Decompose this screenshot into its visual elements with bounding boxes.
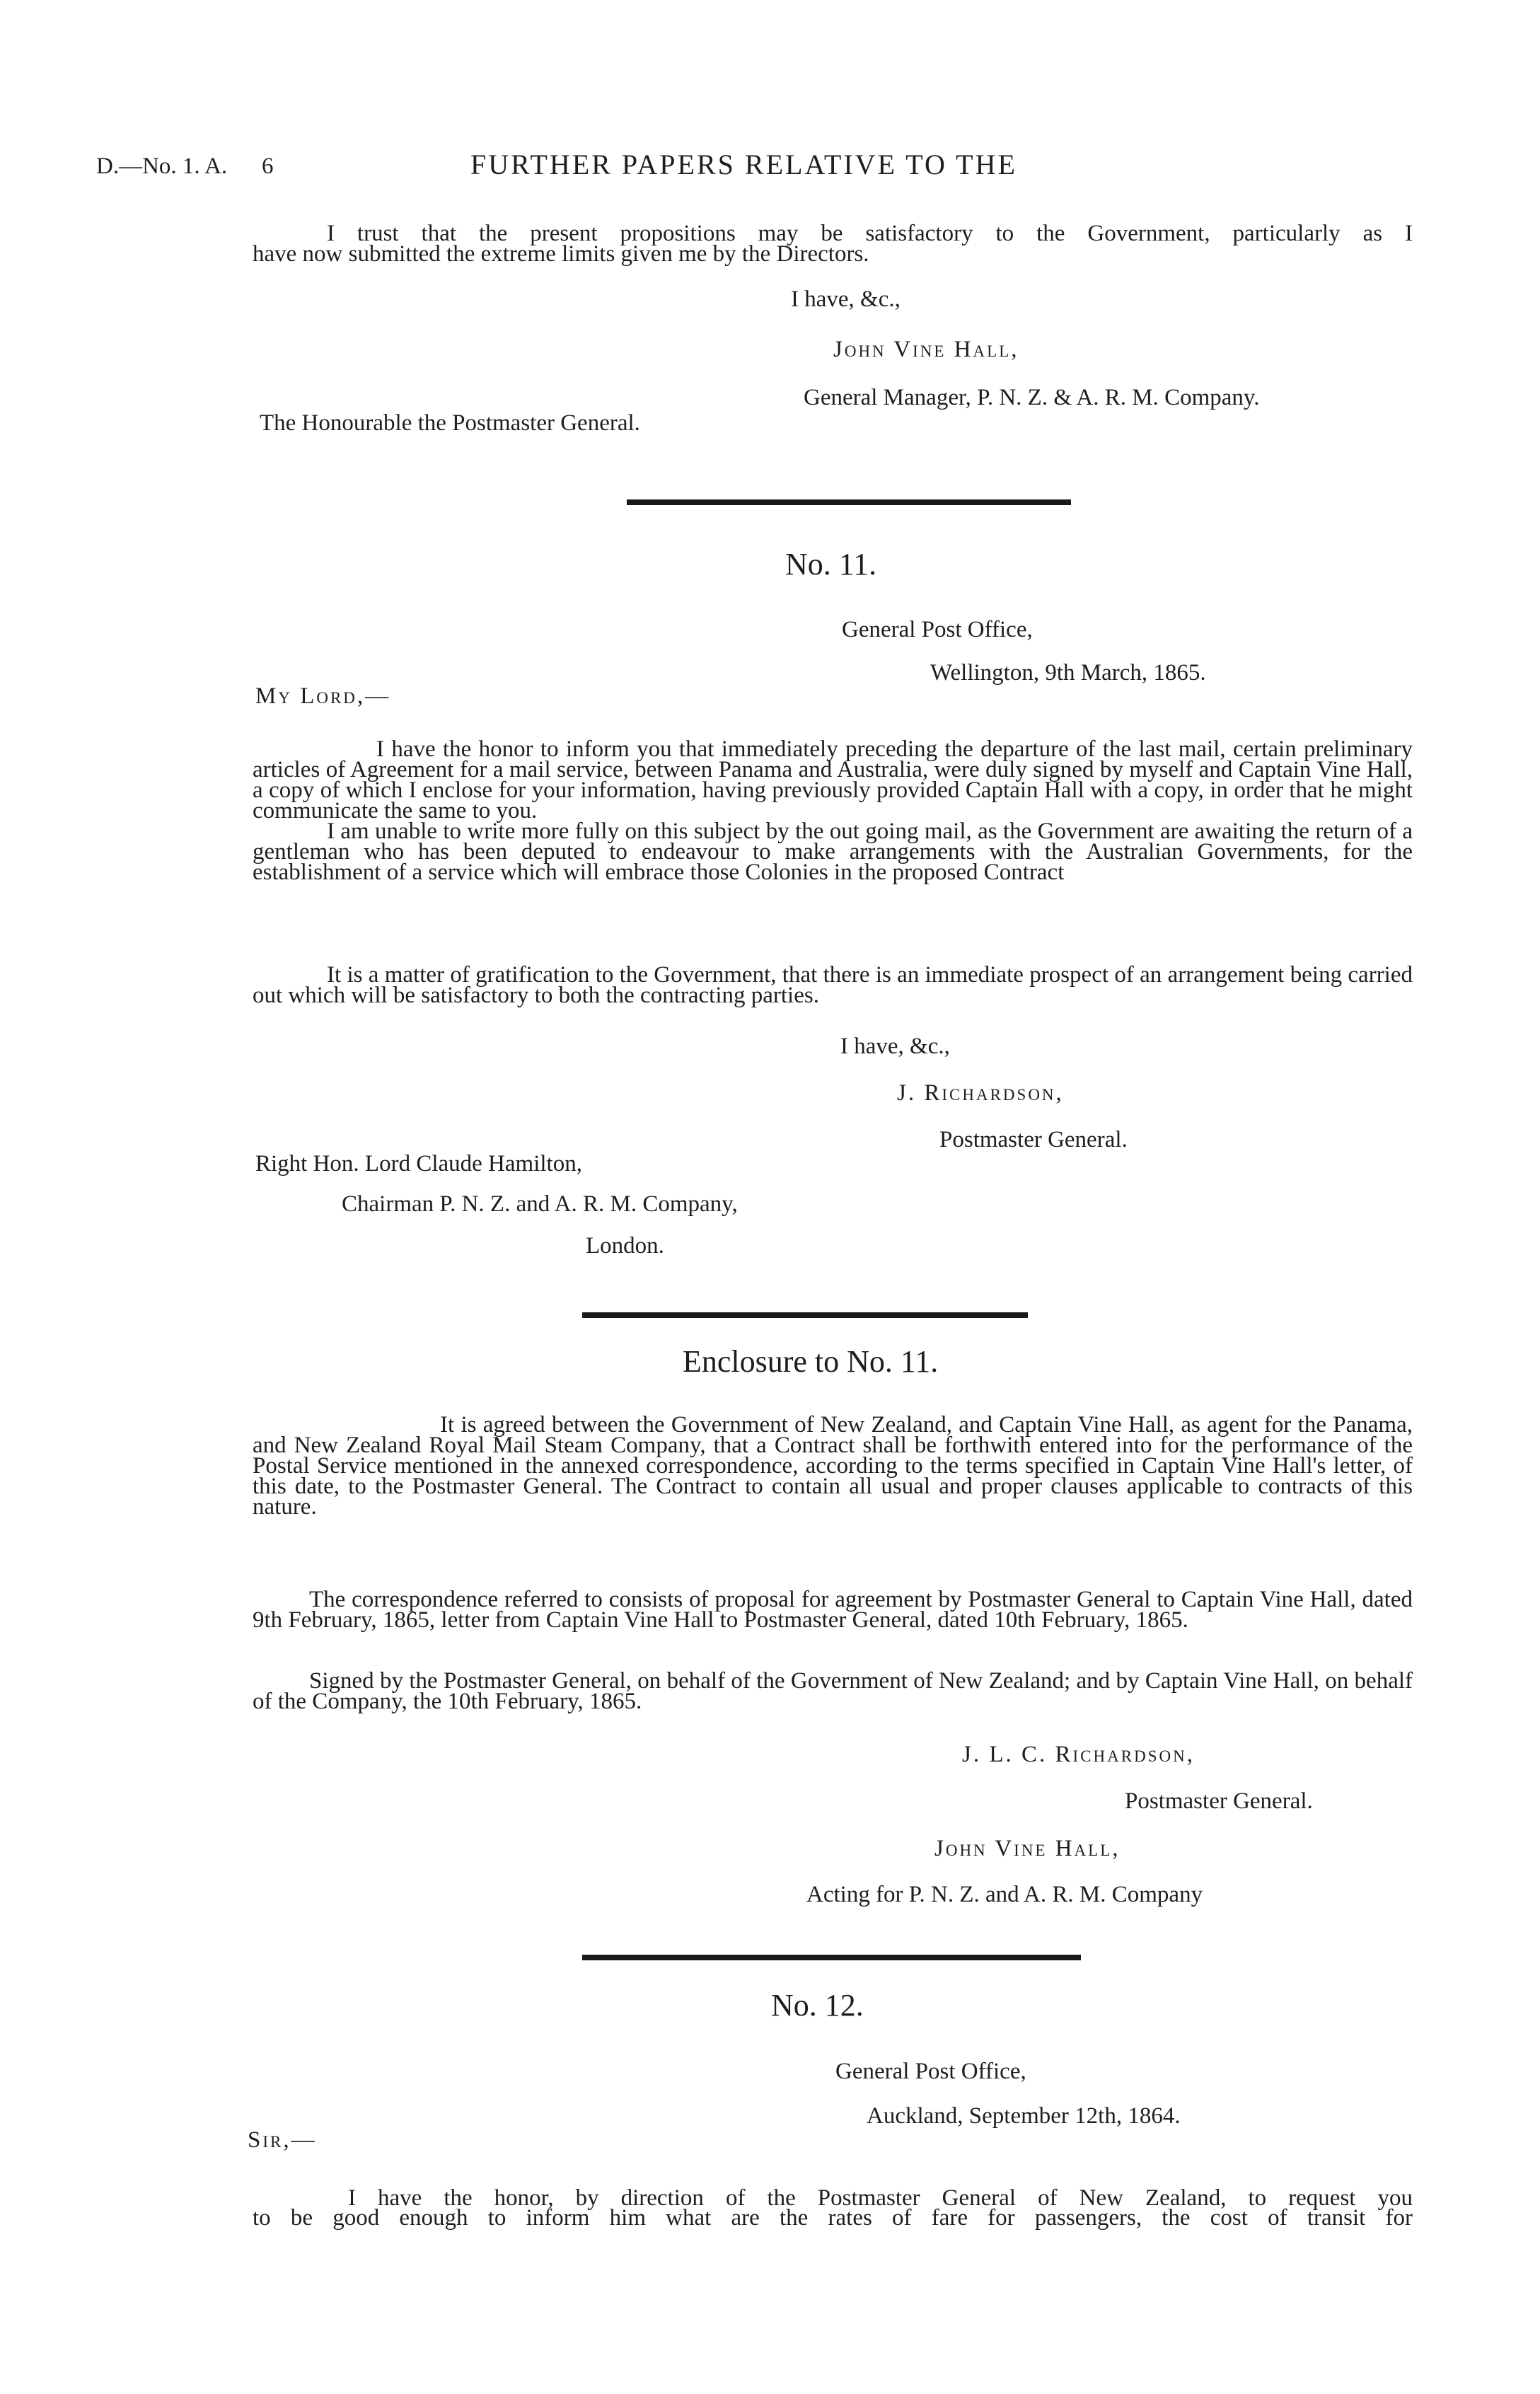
letter-closing: I have, &c.,: [791, 287, 901, 312]
enclosure-paragraph: The correspondence referred to consists of proposal for agreement by Postmaster General to Captain Vine Hall, dated 9th February, 1865, letter from Captain Vine Hall to Postmaster General, dated 10th February, 1865.: [253, 1587, 1413, 1633]
addressee-location: London.: [586, 1233, 664, 1259]
letter-heading: No. 11.: [785, 547, 877, 582]
addressee: Right Hon. Lord Claude Hamilton,: [255, 1151, 582, 1176]
section-divider: [582, 1955, 1081, 1960]
letter-heading: No. 12.: [771, 1988, 864, 2023]
letter-date: Wellington, 9th March, 1865.: [930, 660, 1206, 686]
document-reference: D.—No. 1. A.: [96, 154, 228, 179]
salutation: My Lord,—: [255, 683, 391, 709]
sender-address: General Post Office,: [842, 617, 1033, 642]
paragraph-line: to be good enough to inform him what are the rates of fare for passengers, the cost of transit for: [253, 2205, 1413, 2231]
salutation: Sir,—: [248, 2127, 317, 2153]
letter-paragraph: I have the honor to inform you that immediately preceding the departure of the last mail, certain preliminary articles of Agreement for a mail service, between Panama and Australia, were duly signed by myself and Captain Vine Hall, a copy of which I enclose for your information, having previously provided Captain Hall with a copy, in order that he might communicate the same to you.: [253, 736, 1413, 823]
letter-paragraph: It is a matter of gratification to the Government, that there is an immediate prospect of an arrangement being carried out which will be satisfactory to both the contracting parties.: [253, 962, 1413, 1008]
signatory-title: Postmaster General.: [939, 1127, 1128, 1152]
sender-address: General Post Office,: [835, 2059, 1026, 2084]
letter-closing: I have, &c.,: [840, 1034, 950, 1059]
addressee: The Honourable the Postmaster General.: [260, 410, 640, 436]
signatory-name: John Vine Hall,: [934, 1836, 1121, 1861]
letter-paragraph: I am unable to write more fully on this subject by the out going mail, as the Government are awaiting the return of a gentleman who has been deputed to endeavour to make arrangements with the Australian Governments, for the establishment of a service which will embrace those Colonies in the proposed Contract: [253, 819, 1413, 885]
running-title: FURTHER PAPERS RELATIVE TO THE: [470, 149, 1017, 180]
section-divider: [582, 1312, 1028, 1318]
signatory-title: Acting for P. N. Z. and A. R. M. Company: [806, 1882, 1203, 1907]
enclosure-paragraph: Signed by the Postmaster General, on behalf of the Government of New Zealand; and by Captain Vine Hall, on behalf of the Company, the 10th February, 1865.: [253, 1668, 1413, 1714]
paragraph-line: I trust that the present propositions may be satisfactory to the Government, particularly as I: [327, 221, 1413, 246]
paragraph-line: I have the honor, by direction of the Postmaster General of New Zealand, to request you: [348, 2185, 1413, 2211]
paragraph-line: have now submitted the extreme limits given me by the Directors.: [253, 241, 869, 267]
signatory-name: John Vine Hall,: [833, 337, 1019, 362]
section-divider: [627, 499, 1071, 505]
enclosure-heading: Enclosure to No. 11.: [683, 1344, 939, 1379]
signatory-title: General Manager, P. N. Z. & A. R. M. Company.: [804, 385, 1260, 410]
page-number: 6: [262, 154, 274, 179]
signatory-name: J. L. C. Richardson,: [962, 1742, 1195, 1767]
signatory-title: Postmaster General.: [1125, 1788, 1313, 1814]
enclosure-paragraph: It is agreed between the Government of New Zealand, and Captain Vine Hall, as agent for the Panama, and New Zealand Royal Mail Steam Company, that a Contract shall be forthwith entered into for the performance of the Postal Service mentioned in the annexed correspondence, according to the terms specified in Captain Vine Hall's letter, of this date, to the Postmaster General. The Contract to contain all usual and proper clauses applicable to contracts of this nature.: [253, 1412, 1413, 1520]
signatory-name: J. Richardson,: [897, 1080, 1064, 1106]
addressee-title: Chairman P. N. Z. and A. R. M. Company,: [342, 1191, 738, 1217]
letter-date: Auckland, September 12th, 1864.: [867, 2103, 1181, 2129]
